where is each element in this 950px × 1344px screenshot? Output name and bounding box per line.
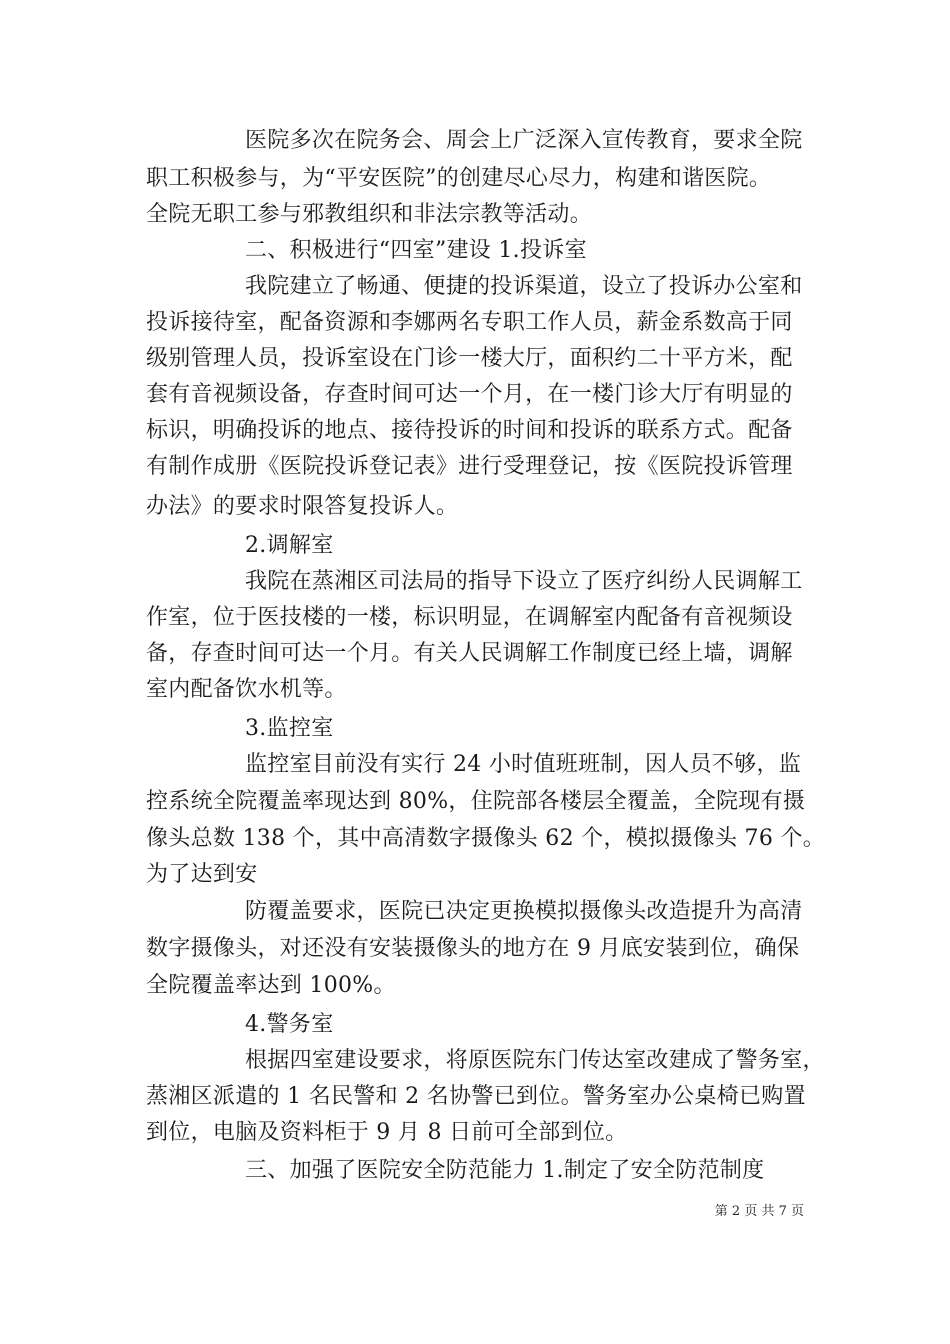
paragraph-line: 防覆盖要求，医院已决定更换模拟摄像头改造提升为高清 xyxy=(245,899,803,924)
page-number: 第 2 页 共 7 页 xyxy=(714,1204,804,1219)
paragraph-line: 数字摄像头，对还没有安装摄像头的地方在 9 月底安装到位，确保 xyxy=(146,936,800,961)
paragraph-line: 根据四室建设要求，将原医院东门传达室改建成了警务室， xyxy=(245,1048,825,1073)
paragraph-line: 为了达到安 xyxy=(146,862,258,887)
paragraph-line: 室内配备饮水机等。 xyxy=(146,677,347,702)
paragraph-line: 全院无职工参与邪教组织和非法宗教等活动。 xyxy=(146,202,593,227)
subsection-heading: 4.警务室 xyxy=(245,1012,334,1037)
paragraph-line: 标识，明确投诉的地点、接待投诉的时间和投诉的联系方式。配备 xyxy=(146,418,793,443)
paragraph-line: 套有音视频设备，存查时间可达一个月，在一楼门诊大厅有明显的 xyxy=(146,382,793,407)
paragraph-line: 蒸湘区派遣的 1 名民警和 2 名协警已到位。警务室办公桌椅已购置 xyxy=(146,1084,806,1109)
paragraph-line: 作室，位于医技楼的一楼，标识明显，在调解室内配备有音视频设 xyxy=(146,605,793,630)
paragraph-line: 职工积极参与，为“平安医院”的创建尽心尽力，构建和谐医院。 xyxy=(146,166,772,191)
paragraph-line: 监控室目前没有实行 24 小时值班班制，因人员不够，监 xyxy=(245,752,802,777)
paragraph-line: 我院在蒸湘区司法局的指导下设立了医疗纠纷人民调解工 xyxy=(245,569,803,594)
paragraph-line: 全院覆盖率达到 100%。 xyxy=(146,973,396,998)
paragraph-line: 到位，电脑及资料柜于 9 月 8 日前可全部到位。 xyxy=(146,1120,628,1145)
paragraph-line: 像头总数 138 个，其中高清数字摄像头 62 个，模拟摄像头 76 个。 xyxy=(146,826,826,851)
subsection-heading: 2.调解室 xyxy=(245,533,334,558)
paragraph-line: 控系统全院覆盖率现达到 80%，住院部各楼层全覆盖，全院现有摄 xyxy=(146,789,806,814)
paragraph-line: 备，存查时间可达一个月。有关人民调解工作制度已经上墙，调解 xyxy=(146,641,793,666)
paragraph-line: 投诉接待室，配备资源和李娜两名专职工作人员，薪金系数高于同 xyxy=(146,310,793,335)
section-heading: 二、积极进行“四室”建设 1.投诉室 xyxy=(245,238,587,263)
paragraph-line: 级别管理人员，投诉室设在门诊一楼大厅，面积约二十平方米，配 xyxy=(146,346,793,371)
paragraph-line: 办法》的要求时限答复投诉人。 xyxy=(146,494,459,519)
paragraph-line: 医院多次在院务会、周会上广泛深入宣传教育，要求全院 xyxy=(245,128,803,153)
paragraph-line: 我院建立了畅通、便捷的投诉渠道，设立了投诉办公室和 xyxy=(245,274,803,299)
section-heading: 三、加强了医院安全防范能力 1.制定了安全防范制度 xyxy=(245,1158,765,1183)
paragraph-line: 有制作成册《医院投诉登记表》进行受理登记，按《医院投诉管理 xyxy=(146,454,793,479)
subsection-heading: 3.监控室 xyxy=(245,716,334,741)
